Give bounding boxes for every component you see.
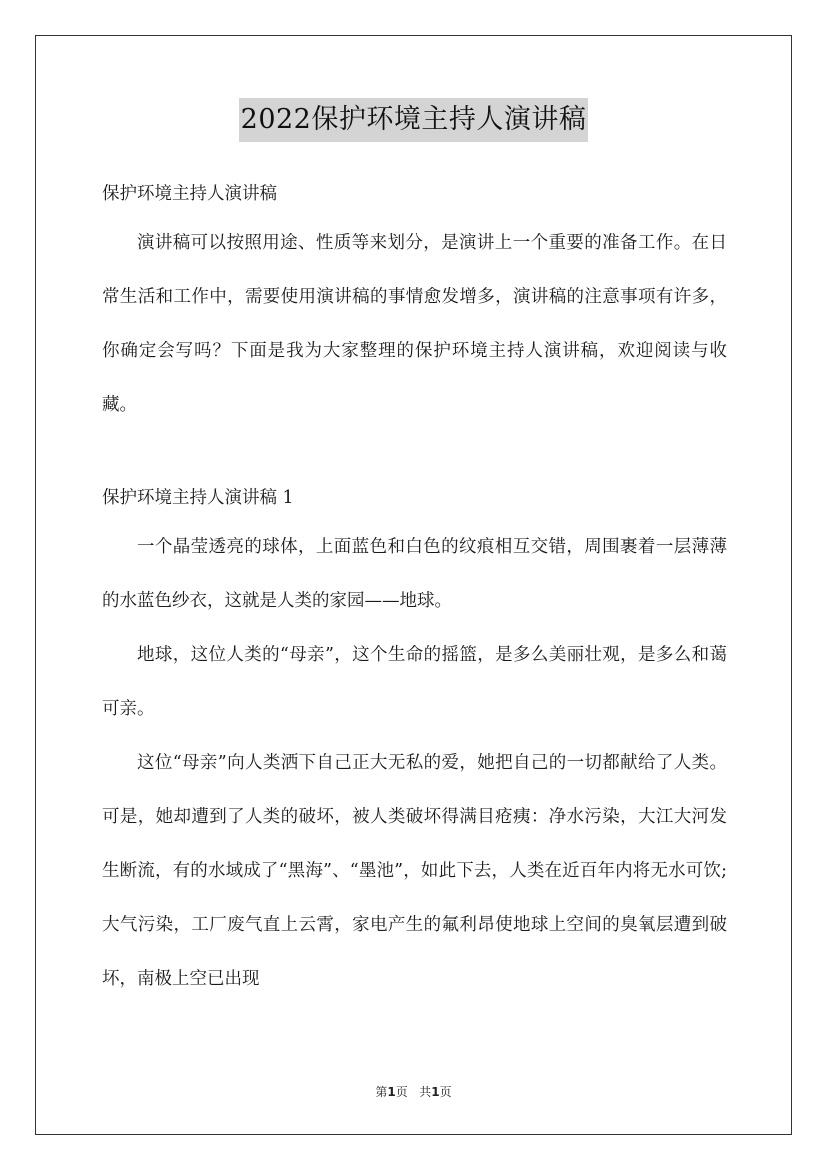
page-suffix: 页 bbox=[395, 1085, 408, 1099]
body-paragraph-3: 这位“母亲”向人类洒下自己正大无私的爱，她把自己的一切都献给了人类。可是，她却遭到了人类的破坏，被人类破坏得满目疮痍：净水污染，大江大河发生断流，有的水域成了“黑海”、“墨池”，如此下去，人类在近百年内将无水可饮;大气污染，工厂废气直上云霄，家电产生的氟利昂使地球上空间的臭氧层遭到破坏，南极上空已出现 bbox=[102, 753, 727, 989]
section-heading: 保护环境主持人演讲稿 1 bbox=[102, 488, 294, 508]
title-container bbox=[0, 98, 827, 142]
page-prefix: 第 bbox=[375, 1085, 388, 1099]
page-footer bbox=[0, 1083, 827, 1100]
page-number: 1 bbox=[387, 1085, 396, 1099]
document-body bbox=[102, 172, 727, 1006]
body-paragraph-2: 地球，这位人类的“母亲”，这个生命的摇篮，是多么美丽壮观，是多么和蔼可亲。 bbox=[102, 645, 727, 719]
document-subtitle: 保护环境主持人演讲稿 bbox=[102, 184, 277, 204]
section-gap bbox=[102, 432, 727, 476]
intro-paragraph: 演讲稿可以按照用途、性质等来划分，是演讲上一个重要的准备工作。在日常生活和工作中，需要使用演讲稿的事情愈发增多，演讲稿的注意事项有许多，你确定会写吗？下面是我为大家整理的保护环境主持人演讲稿，欢迎阅读与收藏。 bbox=[102, 233, 727, 415]
total-suffix: 页 bbox=[439, 1085, 452, 1099]
page-total: 1 bbox=[431, 1085, 440, 1099]
document-title: 2022保护环境主持人演讲稿 bbox=[239, 98, 589, 142]
body-paragraph-1: 一个晶莹透亮的球体，上面蓝色和白色的纹痕相互交错，周围裹着一层薄薄的水蓝色纱衣，这就是人类的家园——地球。 bbox=[102, 537, 727, 611]
total-prefix: 共 bbox=[419, 1085, 432, 1099]
